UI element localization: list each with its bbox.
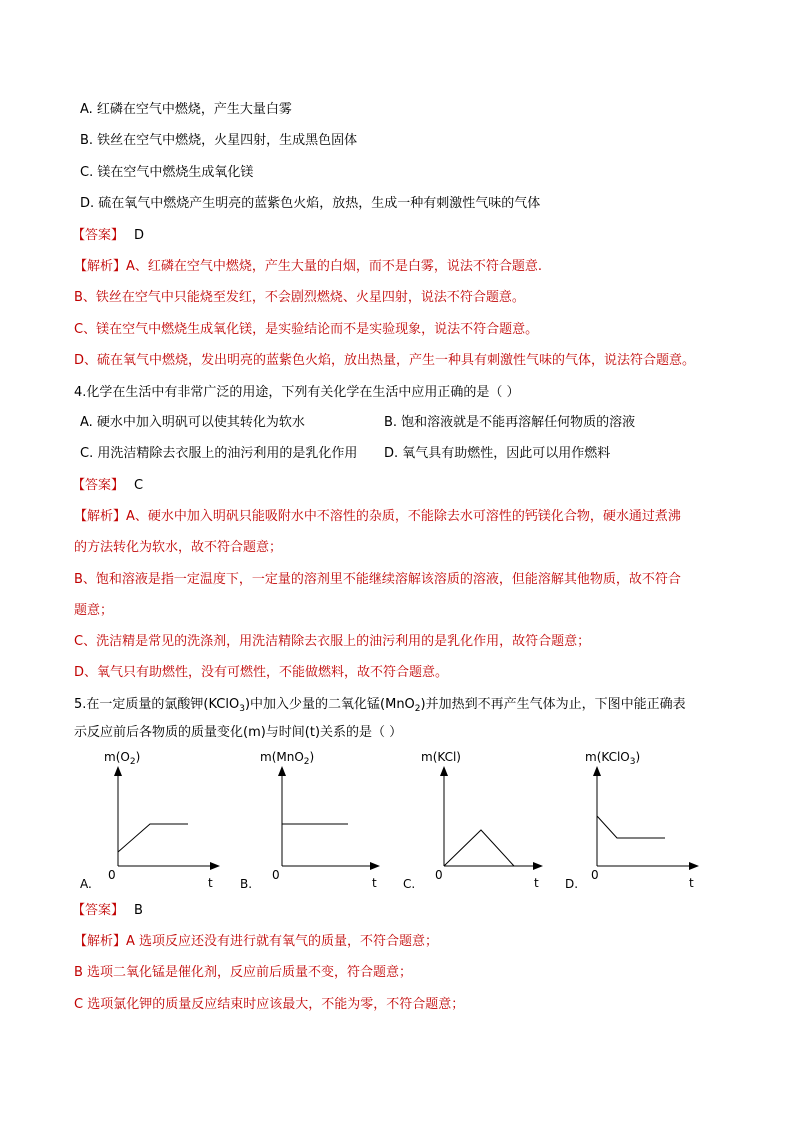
q4-analysis-line: C、洗洁精是常见的洗涤剂，用洗洁精除去衣服上的油污利用的是乳化作用，故符合题意； (74, 634, 591, 649)
graph-letter: A. (80, 877, 92, 891)
q5-stem-line-1 (74, 696, 686, 718)
q5-stem-line-2: 示反应前后各物质的质量变化(m)与时间(t)关系的是（ ） (74, 725, 403, 740)
graph-letter: B. (240, 877, 253, 891)
q4-analysis-line: B、饱和溶液是指一定温度下，一定量的溶剂里不能继续溶解该溶质的溶液，但能溶解其他物质，故不符合 (74, 572, 681, 587)
answer-value: C (134, 478, 144, 493)
x-axis-label: t (534, 876, 539, 890)
q4-analysis-line: 的方法转化为软水，故不符合题意； (74, 540, 283, 555)
q3-option-b: B. 铁丝在空气中燃烧，火星四射，生成黑色固体 (80, 133, 358, 148)
graph-c-plot (401, 750, 551, 890)
origin-label: 0 (435, 868, 443, 882)
q4-answer (72, 477, 143, 495)
q5-analysis-line: B 选项二氧化锰是催化剂，反应前后质量不变，符合题意； (74, 965, 413, 980)
origin-label: 0 (591, 868, 599, 882)
y-axis-arrow (278, 766, 286, 776)
analysis-text: A、红磷在空气中燃烧，产生大量的白烟，而不是白雾，说法不符合题意. (126, 259, 543, 274)
curve (444, 830, 514, 866)
x-axis-label: t (372, 876, 377, 890)
q3-option-a: A. 红磷在空气中燃烧，产生大量白雾 (80, 102, 292, 117)
answer-value: B (134, 903, 143, 918)
analysis-text: A、硬水中加入明矾只能吸附水中不溶性的杂质，不能除去水可溶性的钙镁化合物，硬水通过煮沸 (126, 509, 681, 524)
answer-label: 【答案】 (72, 478, 125, 493)
graph-b (238, 750, 377, 895)
q4-option-c: C. 用洗洁精除去衣服上的油污利用的是乳化作用 (80, 446, 358, 461)
x-axis-arrow (689, 862, 699, 870)
graph-letter: C. (403, 877, 416, 891)
q4-option-b: B. 饱和溶液就是不能再溶解任何物质的溶液 (384, 415, 636, 430)
curve (118, 824, 188, 852)
graph-d-plot (563, 750, 713, 890)
graph-letter: D. (565, 877, 579, 891)
graph-a-plot (78, 750, 228, 890)
analysis-text: A 选项反应还没有进行就有氧气的质量，不符合题意； (126, 934, 439, 949)
x-axis-label: t (208, 876, 213, 890)
q4-option-d: D. 氧气具有助燃性，因此可以用作燃料 (384, 446, 611, 461)
stem-text: )并加热到不再产生气体为止，下图中能正确表 (420, 697, 686, 712)
x-axis-arrow (533, 862, 543, 870)
subscript: 3 (239, 704, 245, 714)
y-axis-label: $m(O_2)$ (104, 750, 141, 767)
x-axis-arrow (210, 862, 220, 870)
y-axis-arrow (440, 766, 448, 776)
graph-c (401, 750, 539, 895)
y-axis-label: m(MnO$_2$) (260, 750, 315, 767)
q4-analysis-line (74, 508, 681, 526)
q4-stem: 4.化学在生活中有非常广泛的用途，下列有关化学在生活中应用正确的是（ ） (74, 385, 520, 400)
q3-option-c: C. 镁在空气中燃烧生成氧化镁 (80, 165, 254, 180)
x-axis-label: t (689, 876, 694, 890)
q4-analysis-line: D、氧气只有助燃性，没有可燃性，不能做燃料，故不符合题意。 (74, 665, 449, 680)
q3-analysis-line: D、硫在氧气中燃烧，发出明亮的蓝紫色火焰，放出热量，产生一种具有刺激性气味的气体，说法符合题意。 (74, 353, 696, 368)
graph-d (563, 750, 693, 895)
subscript: 2 (414, 704, 421, 714)
origin-label: 0 (272, 868, 280, 882)
stem-text: 5.在一定质量的氯酸钾(KClO (74, 697, 240, 712)
y-axis-label: m(KCl) (421, 750, 461, 764)
stem-text: )中加入少量的二氧化锰(MnO (244, 697, 415, 712)
graph-b-plot (238, 750, 388, 890)
analysis-label: 【解析】 (74, 934, 127, 949)
answer-label: 【答案】 (72, 903, 125, 918)
x-axis-arrow (370, 862, 380, 870)
q4-analysis-line: 题意； (74, 603, 114, 618)
q5-analysis-line: C 选项氯化钾的质量反应结束时应该最大，不能为零，不符合题意； (74, 997, 465, 1012)
q3-analysis-line: B、铁丝在空气中只能烧至发红，不会剧烈燃烧、火星四射，说法不符合题意。 (74, 290, 525, 305)
origin-label: 0 (108, 868, 116, 882)
q5-analysis-line (74, 933, 438, 951)
q3-analysis-line: C、镁在空气中燃烧生成氧化镁，是实验结论而不是实验现象，说法不符合题意。 (74, 322, 539, 337)
graph-a (78, 750, 213, 895)
y-axis-arrow (114, 766, 122, 776)
q3-answer (72, 227, 144, 245)
q4-option-a: A. 硬水中加入明矾可以使其转化为软水 (80, 415, 305, 430)
q3-analysis-line (74, 258, 542, 276)
answer-value: D (134, 228, 145, 243)
y-axis-arrow (593, 766, 601, 776)
q5-answer (72, 902, 143, 920)
q3-option-d: D. 硫在氧气中燃烧产生明亮的蓝紫色火焰，放热，生成一种有刺激性气味的气体 (80, 196, 541, 211)
analysis-label: 【解析】 (74, 259, 127, 274)
answer-label: 【答案】 (72, 228, 125, 243)
curve (597, 816, 665, 838)
analysis-label: 【解析】 (74, 509, 127, 524)
y-axis-label: m(KClO$_3$) (585, 750, 641, 767)
